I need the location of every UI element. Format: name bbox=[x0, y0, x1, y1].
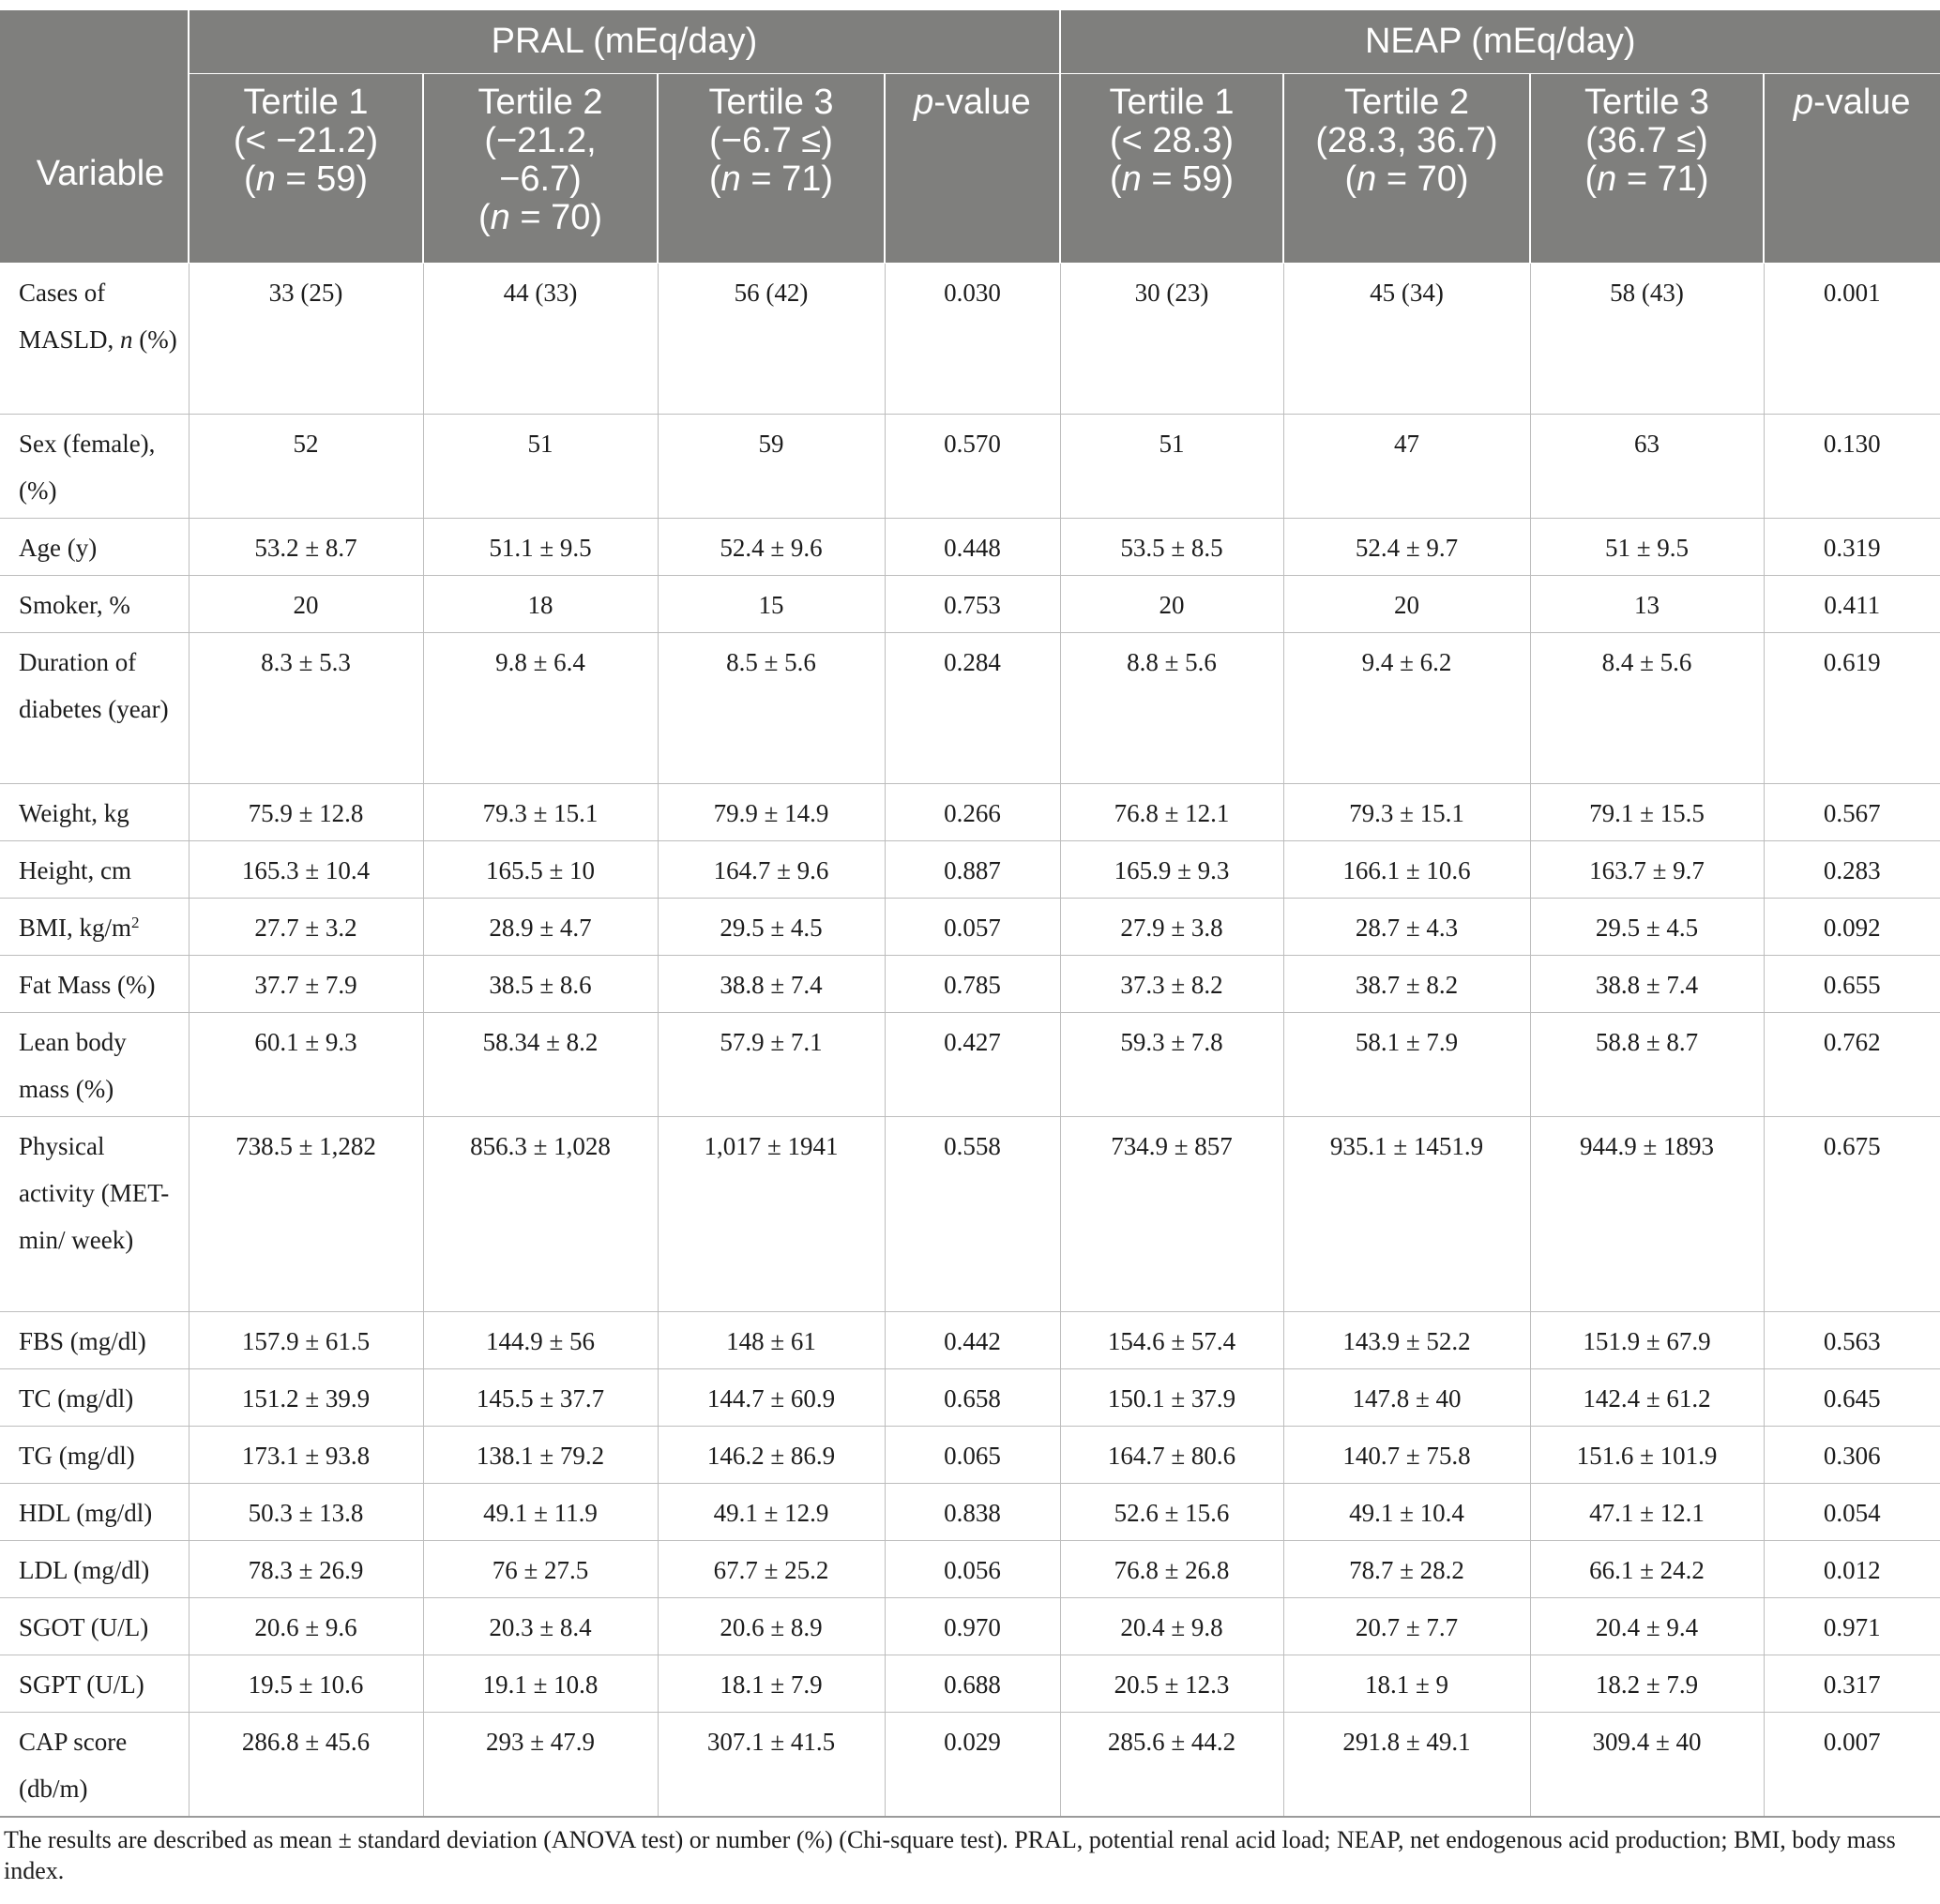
table-cell: 58.1 ± 7.9 bbox=[1283, 1013, 1530, 1117]
table-row bbox=[0, 1655, 1940, 1713]
row-label-text: Lean body mass (%) bbox=[19, 1028, 127, 1103]
p-value-cell: 0.092 bbox=[1764, 899, 1940, 956]
table-cell: 166.1 ± 10.6 bbox=[1283, 841, 1530, 899]
column-n-label: n bbox=[1121, 159, 1142, 199]
table-cell: 148 ± 61 bbox=[658, 1312, 885, 1369]
column-n-label: n bbox=[1356, 159, 1377, 199]
table-cell: 45 (34) bbox=[1283, 264, 1530, 415]
row-label bbox=[0, 1541, 189, 1598]
p-value-cell: 0.012 bbox=[1764, 1541, 1940, 1598]
table-cell: 20 bbox=[1060, 576, 1283, 633]
table-cell: 33 (25) bbox=[189, 264, 423, 415]
table-cell: 79.1 ± 15.5 bbox=[1530, 784, 1764, 841]
table-cell: 52.4 ± 9.7 bbox=[1283, 519, 1530, 576]
table-cell: 293 ± 47.9 bbox=[423, 1713, 658, 1818]
column-name: Tertile 3 bbox=[1584, 83, 1710, 122]
row-label-text: Smoker, % bbox=[19, 591, 130, 619]
column-name: Tertile 1 bbox=[1109, 83, 1235, 122]
row-label-text: Physical activity (MET-min/ week) bbox=[19, 1132, 170, 1254]
p-value-cell: 0.030 bbox=[885, 264, 1060, 415]
p-suffix: -value bbox=[933, 83, 1031, 122]
table-row bbox=[0, 841, 1940, 899]
table-cell: 76.8 ± 26.8 bbox=[1060, 1541, 1283, 1598]
table-cell: 79.9 ± 14.9 bbox=[658, 784, 885, 841]
column-range-line-2: −6.7) bbox=[499, 159, 582, 199]
table-cell: 38.7 ± 8.2 bbox=[1283, 956, 1530, 1013]
table-cell: 163.7 ± 9.7 bbox=[1530, 841, 1764, 899]
column-range: (−6.7 ≤) bbox=[709, 121, 833, 160]
pral-tertile-2-header: Tertile 2 (−21.2, −6.7) (n = 70) bbox=[423, 74, 658, 264]
pral-tertile-3-header: Tertile 3 (−6.7 ≤) (n = 71) bbox=[658, 74, 885, 264]
row-label bbox=[0, 899, 189, 956]
p-value-cell: 0.306 bbox=[1764, 1427, 1940, 1484]
table-cell: 165.5 ± 10 bbox=[423, 841, 658, 899]
table-cell: 52 bbox=[189, 415, 423, 519]
table-cell: 38.8 ± 7.4 bbox=[1530, 956, 1764, 1013]
neap-tertile-2-header: Tertile 2 (28.3, 36.7) (n = 70) bbox=[1283, 74, 1530, 264]
table-cell: 75.9 ± 12.8 bbox=[189, 784, 423, 841]
table-cell: 53.2 ± 8.7 bbox=[189, 519, 423, 576]
p-value-cell: 0.645 bbox=[1764, 1369, 1940, 1427]
p-value-cell: 0.057 bbox=[885, 899, 1060, 956]
table-cell: 28.9 ± 4.7 bbox=[423, 899, 658, 956]
p-label: p bbox=[1793, 83, 1814, 122]
table-cell: 19.1 ± 10.8 bbox=[423, 1655, 658, 1713]
table-cell: 59 bbox=[658, 415, 885, 519]
table-cell: 76 ± 27.5 bbox=[423, 1541, 658, 1598]
column-n-value: = 59) bbox=[1141, 159, 1235, 199]
table-cell: 164.7 ± 9.6 bbox=[658, 841, 885, 899]
table-cell: 79.3 ± 15.1 bbox=[423, 784, 658, 841]
table-cell: 286.8 ± 45.6 bbox=[189, 1713, 423, 1818]
column-range: (28.3, 36.7) bbox=[1315, 121, 1498, 160]
table-cell: 51.1 ± 9.5 bbox=[423, 519, 658, 576]
table-cell: 49.1 ± 11.9 bbox=[423, 1484, 658, 1541]
row-label bbox=[0, 784, 189, 841]
table-cell: 935.1 ± 1451.9 bbox=[1283, 1117, 1530, 1312]
table-cell: 8.3 ± 5.3 bbox=[189, 633, 423, 784]
table-cell: 56 (42) bbox=[658, 264, 885, 415]
table-cell: 856.3 ± 1,028 bbox=[423, 1117, 658, 1312]
row-label bbox=[0, 956, 189, 1013]
row-label-text: Weight, kg bbox=[19, 799, 129, 827]
table-cell: 20.3 ± 8.4 bbox=[423, 1598, 658, 1655]
table-cell: 57.9 ± 7.1 bbox=[658, 1013, 885, 1117]
row-label-text: HDL (mg/dl) bbox=[19, 1499, 153, 1527]
table-row bbox=[0, 1369, 1940, 1427]
table-row bbox=[0, 1312, 1940, 1369]
row-label bbox=[0, 264, 189, 415]
table-cell: 52.6 ± 15.6 bbox=[1060, 1484, 1283, 1541]
table-cell: 165.9 ± 9.3 bbox=[1060, 841, 1283, 899]
p-value-cell: 0.427 bbox=[885, 1013, 1060, 1117]
table-cell: 944.9 ± 1893 bbox=[1530, 1117, 1764, 1312]
column-n-value: = 59) bbox=[275, 159, 369, 199]
table-cell: 18 bbox=[423, 576, 658, 633]
p-value-cell: 0.675 bbox=[1764, 1117, 1940, 1312]
row-label bbox=[0, 1013, 189, 1117]
p-value-cell: 0.655 bbox=[1764, 956, 1940, 1013]
table-cell: 157.9 ± 61.5 bbox=[189, 1312, 423, 1369]
row-label bbox=[0, 633, 189, 784]
row-label-text: FBS (mg/dl) bbox=[19, 1327, 146, 1355]
table-cell: 59.3 ± 7.8 bbox=[1060, 1013, 1283, 1117]
table-cell: 18.2 ± 7.9 bbox=[1530, 1655, 1764, 1713]
table-cell: 63 bbox=[1530, 415, 1764, 519]
p-value-cell: 0.319 bbox=[1764, 519, 1940, 576]
neap-group-header: NEAP (mEq/day) bbox=[1060, 10, 1940, 74]
table-row bbox=[0, 264, 1940, 415]
table-cell: 8.5 ± 5.6 bbox=[658, 633, 885, 784]
table-cell: 145.5 ± 37.7 bbox=[423, 1369, 658, 1427]
p-value-cell: 0.411 bbox=[1764, 576, 1940, 633]
p-value-cell: 0.658 bbox=[885, 1369, 1060, 1427]
neap-tertile-3-header: Tertile 3 (36.7 ≤) (n = 71) bbox=[1530, 74, 1764, 264]
table-cell: 51 bbox=[423, 415, 658, 519]
p-value-cell: 0.563 bbox=[1764, 1312, 1940, 1369]
table-cell: 8.4 ± 5.6 bbox=[1530, 633, 1764, 784]
row-label bbox=[0, 576, 189, 633]
row-label-text: Sex (female), (%) bbox=[19, 430, 156, 505]
row-label bbox=[0, 841, 189, 899]
p-value-cell: 0.029 bbox=[885, 1713, 1060, 1818]
p-value-cell: 0.753 bbox=[885, 576, 1060, 633]
row-label-text: LDL (mg/dl) bbox=[19, 1556, 150, 1584]
table-cell: 53.5 ± 8.5 bbox=[1060, 519, 1283, 576]
table-cell: 78.3 ± 26.9 bbox=[189, 1541, 423, 1598]
table-cell: 58.8 ± 8.7 bbox=[1530, 1013, 1764, 1117]
p-value-cell: 0.266 bbox=[885, 784, 1060, 841]
row-label-text: SGOT (U/L) bbox=[19, 1613, 149, 1641]
table-cell: 20 bbox=[1283, 576, 1530, 633]
row-label-text: Age (y) bbox=[19, 534, 98, 562]
table-cell: 144.9 ± 56 bbox=[423, 1312, 658, 1369]
table-cell: 154.6 ± 57.4 bbox=[1060, 1312, 1283, 1369]
row-label-text: TC (mg/dl) bbox=[19, 1384, 134, 1413]
p-value-cell: 0.887 bbox=[885, 841, 1060, 899]
row-label bbox=[0, 1369, 189, 1427]
table-footnote: The results are described as mean ± standard deviation (ANOVA test) or number (%) (Chi-square test). PRAL, potential renal acid load; NEAP, net endogenous acid production; BMI, body mass index. bbox=[4, 1826, 1896, 1884]
table-row bbox=[0, 1541, 1940, 1598]
table-cell: 66.1 ± 24.2 bbox=[1530, 1541, 1764, 1598]
pral-p-value-header bbox=[885, 74, 1060, 264]
table-cell: 151.6 ± 101.9 bbox=[1530, 1427, 1764, 1484]
table-cell: 734.9 ± 857 bbox=[1060, 1117, 1283, 1312]
characteristics-table bbox=[0, 9, 1940, 1818]
row-label bbox=[0, 519, 189, 576]
column-n-value: = 71) bbox=[740, 159, 834, 199]
table-cell: 58 (43) bbox=[1530, 264, 1764, 415]
column-range: (< −21.2) bbox=[233, 121, 379, 160]
p-value-cell: 0.619 bbox=[1764, 633, 1940, 784]
p-value-cell: 0.971 bbox=[1764, 1598, 1940, 1655]
table-cell: 164.7 ± 80.6 bbox=[1060, 1427, 1283, 1484]
column-range: (−21.2, bbox=[484, 121, 597, 160]
column-name: Tertile 1 bbox=[243, 83, 369, 122]
table-cell: 147.8 ± 40 bbox=[1283, 1369, 1530, 1427]
table-cell: 13 bbox=[1530, 576, 1764, 633]
p-value-cell: 0.442 bbox=[885, 1312, 1060, 1369]
table-cell: 142.4 ± 61.2 bbox=[1530, 1369, 1764, 1427]
table-cell: 51 ± 9.5 bbox=[1530, 519, 1764, 576]
table-cell: 58.34 ± 8.2 bbox=[423, 1013, 658, 1117]
p-value-cell: 0.688 bbox=[885, 1655, 1060, 1713]
p-value-cell: 0.970 bbox=[885, 1598, 1060, 1655]
column-name: Tertile 2 bbox=[1343, 83, 1470, 122]
p-value-cell: 0.007 bbox=[1764, 1713, 1940, 1818]
table-cell: 20.6 ± 9.6 bbox=[189, 1598, 423, 1655]
row-label bbox=[0, 1655, 189, 1713]
table-row bbox=[0, 1013, 1940, 1117]
table-row bbox=[0, 1484, 1940, 1541]
row-label-italic: n bbox=[120, 325, 133, 354]
row-label-text: Fat Mass (%) bbox=[19, 971, 156, 999]
table-row bbox=[0, 633, 1940, 784]
table-cell: 49.1 ± 10.4 bbox=[1283, 1484, 1530, 1541]
table-cell: 15 bbox=[658, 576, 885, 633]
table-cell: 144.7 ± 60.9 bbox=[658, 1369, 885, 1427]
p-value-cell: 0.762 bbox=[1764, 1013, 1940, 1117]
table-cell: 38.8 ± 7.4 bbox=[658, 956, 885, 1013]
p-value-cell: 0.838 bbox=[885, 1484, 1060, 1541]
p-value-cell: 0.283 bbox=[1764, 841, 1940, 899]
table-cell: 150.1 ± 37.9 bbox=[1060, 1369, 1283, 1427]
p-value-cell: 0.570 bbox=[885, 415, 1060, 519]
column-range: (< 28.3) bbox=[1109, 121, 1235, 160]
table-cell: 38.5 ± 8.6 bbox=[423, 956, 658, 1013]
column-n-label: n bbox=[490, 198, 510, 237]
row-label-text: SGPT (U/L) bbox=[19, 1670, 144, 1699]
variable-column-header: Variable bbox=[0, 10, 189, 264]
row-label-tail: (%) bbox=[132, 325, 177, 354]
table-header bbox=[0, 10, 1940, 264]
table-cell: 146.2 ± 86.9 bbox=[658, 1427, 885, 1484]
table-cell: 49.1 ± 12.9 bbox=[658, 1484, 885, 1541]
pral-group-header: PRAL (mEq/day) bbox=[189, 10, 1060, 74]
table-cell: 309.4 ± 40 bbox=[1530, 1713, 1764, 1818]
column-name: Tertile 3 bbox=[708, 83, 834, 122]
table-row bbox=[0, 1427, 1940, 1484]
table-cell: 37.7 ± 7.9 bbox=[189, 956, 423, 1013]
table-cell: 291.8 ± 49.1 bbox=[1283, 1713, 1530, 1818]
table-cell: 9.8 ± 6.4 bbox=[423, 633, 658, 784]
column-n-label: n bbox=[255, 159, 276, 199]
row-label bbox=[0, 1484, 189, 1541]
column-n-value: = 70) bbox=[509, 198, 603, 237]
table-cell: 50.3 ± 13.8 bbox=[189, 1484, 423, 1541]
row-label-superscript: 2 bbox=[131, 914, 140, 931]
row-label bbox=[0, 1427, 189, 1484]
column-n-label: n bbox=[1597, 159, 1617, 199]
table-cell: 165.3 ± 10.4 bbox=[189, 841, 423, 899]
table-cell: 27.9 ± 3.8 bbox=[1060, 899, 1283, 956]
table-cell: 30 (23) bbox=[1060, 264, 1283, 415]
table-cell: 79.3 ± 15.1 bbox=[1283, 784, 1530, 841]
p-suffix: -value bbox=[1813, 83, 1911, 122]
column-name: Tertile 2 bbox=[477, 83, 603, 122]
row-label-text: TG (mg/dl) bbox=[19, 1442, 135, 1470]
table-cell: 138.1 ± 79.2 bbox=[423, 1427, 658, 1484]
table-cell: 29.5 ± 4.5 bbox=[1530, 899, 1764, 956]
row-label bbox=[0, 1713, 189, 1818]
table-cell: 20.4 ± 9.4 bbox=[1530, 1598, 1764, 1655]
row-label-text: CAP score (db/m) bbox=[19, 1728, 128, 1803]
table-cell: 20 bbox=[189, 576, 423, 633]
table-cell: 37.3 ± 8.2 bbox=[1060, 956, 1283, 1013]
p-label: p bbox=[914, 83, 934, 122]
pral-tertile-1-header: Tertile 1 (< −21.2) (n = 59) bbox=[189, 74, 423, 264]
p-value-cell: 0.284 bbox=[885, 633, 1060, 784]
table-row bbox=[0, 784, 1940, 841]
table-cell: 47.1 ± 12.1 bbox=[1530, 1484, 1764, 1541]
table-cell: 27.7 ± 3.2 bbox=[189, 899, 423, 956]
table-cell: 20.4 ± 9.8 bbox=[1060, 1598, 1283, 1655]
p-value-cell: 0.558 bbox=[885, 1117, 1060, 1312]
table-cell: 52.4 ± 9.6 bbox=[658, 519, 885, 576]
row-label-text: Cases of MASLD, bbox=[19, 279, 121, 354]
p-value-cell: 0.567 bbox=[1764, 784, 1940, 841]
column-n-value: = 70) bbox=[1376, 159, 1469, 199]
table-row bbox=[0, 519, 1940, 576]
p-value-cell: 0.448 bbox=[885, 519, 1060, 576]
table-cell: 47 bbox=[1283, 415, 1530, 519]
column-n-value: = 71) bbox=[1616, 159, 1709, 199]
p-value-cell: 0.065 bbox=[885, 1427, 1060, 1484]
table-cell: 18.1 ± 7.9 bbox=[658, 1655, 885, 1713]
table-cell: 143.9 ± 52.2 bbox=[1283, 1312, 1530, 1369]
p-value-cell: 0.054 bbox=[1764, 1484, 1940, 1541]
row-label bbox=[0, 1598, 189, 1655]
table-cell: 151.9 ± 67.9 bbox=[1530, 1312, 1764, 1369]
table-cell: 1,017 ± 1941 bbox=[658, 1117, 885, 1312]
table-cell: 307.1 ± 41.5 bbox=[658, 1713, 885, 1818]
p-value-cell: 0.317 bbox=[1764, 1655, 1940, 1713]
p-value-cell: 0.785 bbox=[885, 956, 1060, 1013]
row-label-text: BMI, kg/m bbox=[19, 914, 132, 942]
column-range: (36.7 ≤) bbox=[1585, 121, 1708, 160]
table-row bbox=[0, 576, 1940, 633]
p-value-cell: 0.001 bbox=[1764, 264, 1940, 415]
table-cell: 151.2 ± 39.9 bbox=[189, 1369, 423, 1427]
table-cell: 78.7 ± 28.2 bbox=[1283, 1541, 1530, 1598]
table-cell: 9.4 ± 6.2 bbox=[1283, 633, 1530, 784]
table-cell: 29.5 ± 4.5 bbox=[658, 899, 885, 956]
table-cell: 173.1 ± 93.8 bbox=[189, 1427, 423, 1484]
table-row bbox=[0, 415, 1940, 519]
neap-p-value-header bbox=[1764, 74, 1940, 264]
neap-tertile-1-header: Tertile 1 (< 28.3) (n = 59) bbox=[1060, 74, 1283, 264]
table-cell: 20.7 ± 7.7 bbox=[1283, 1598, 1530, 1655]
p-value-cell: 0.056 bbox=[885, 1541, 1060, 1598]
table-cell: 51 bbox=[1060, 415, 1283, 519]
table-cell: 20.5 ± 12.3 bbox=[1060, 1655, 1283, 1713]
table-cell: 8.8 ± 5.6 bbox=[1060, 633, 1283, 784]
table-cell: 285.6 ± 44.2 bbox=[1060, 1713, 1283, 1818]
table-cell: 18.1 ± 9 bbox=[1283, 1655, 1530, 1713]
row-label-text: Duration of diabetes (year) bbox=[19, 648, 169, 723]
table-row bbox=[0, 1598, 1940, 1655]
row-label bbox=[0, 1117, 189, 1312]
table-cell: 19.5 ± 10.6 bbox=[189, 1655, 423, 1713]
column-n-label: n bbox=[720, 159, 741, 199]
row-label bbox=[0, 415, 189, 519]
table-cell: 140.7 ± 75.8 bbox=[1283, 1427, 1530, 1484]
table-row bbox=[0, 956, 1940, 1013]
table-cell: 67.7 ± 25.2 bbox=[658, 1541, 885, 1598]
table-cell: 28.7 ± 4.3 bbox=[1283, 899, 1530, 956]
p-value-cell: 0.130 bbox=[1764, 415, 1940, 519]
row-label-text: Height, cm bbox=[19, 856, 131, 884]
table-row bbox=[0, 899, 1940, 956]
table-cell: 20.6 ± 8.9 bbox=[658, 1598, 885, 1655]
table-cell: 60.1 ± 9.3 bbox=[189, 1013, 423, 1117]
table-cell: 44 (33) bbox=[423, 264, 658, 415]
row-label bbox=[0, 1312, 189, 1369]
table-body bbox=[0, 264, 1940, 1818]
table-cell: 738.5 ± 1,282 bbox=[189, 1117, 423, 1312]
table-row bbox=[0, 1713, 1940, 1818]
table-row bbox=[0, 1117, 1940, 1312]
table-cell: 76.8 ± 12.1 bbox=[1060, 784, 1283, 841]
